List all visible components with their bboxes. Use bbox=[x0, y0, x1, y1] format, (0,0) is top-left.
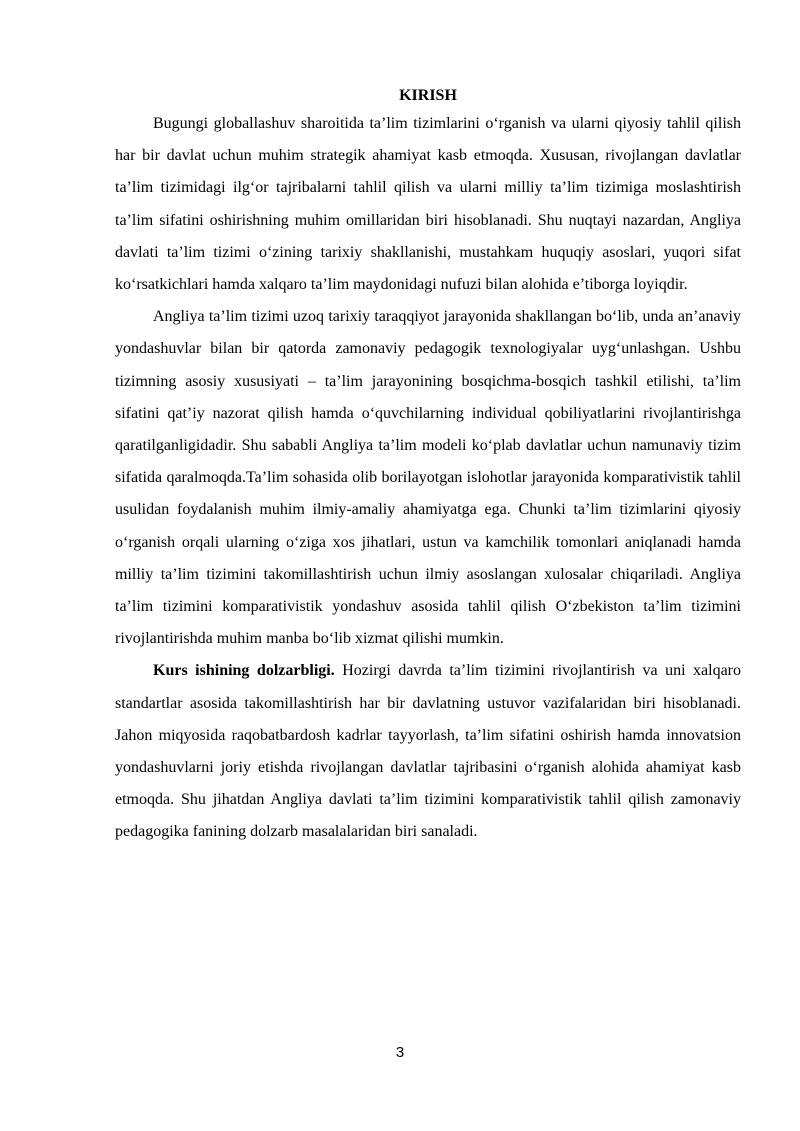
paragraph-england-system bbox=[115, 301, 741, 655]
document-page bbox=[115, 84, 741, 849]
paragraph-text: Angliya ta’lim tizimi uzoq tarixiy taraqqiyot jarayonida shakllangan bo‘lib, unda an’anaviy yondashuvlar bilan bir qatorda zamonaviy pedagogik texnologiyalar uyg‘unlashgan. Ushbu tizimning asosiy xususiyati – ta’lim jarayonining bosqichma-bosqich tashkil etilishi, ta’lim sifatini qat’iy nazorat qilish hamda o‘quvchilarning individual qobiliyatlarini rivojlantirishga qaratilganligidadir. Shu sababli Angliya ta’lim modeli ko‘plab davlatlar uchun namunaviy tizim sifatida qaralmoqda.Ta’lim sohasida olib borilayotgan islohotlar jarayonida komparativistik tahlil usulidan foydalanish muhim ilmiy-amaliy ahamiyatga ega. Chunki ta’lim tizimlarini qiyosiy o‘rganish orqali ularning o‘ziga xos jihatlari, ustun va kamchilik tomonlari aniqlanadi hamda milliy ta’lim tizimini takomillashtirish uchun ilmiy asoslangan xulosalar chiqariladi. Angliya ta’lim tizimini komparativistik yondashuv asosida tahlil qilish O‘zbekiston ta’lim tizimini rivojlantirishda muhim manba bo‘lib xizmat qilishi mumkin. bbox=[115, 308, 741, 648]
paragraph-lead: Kurs ishining dolzarbligi. bbox=[153, 662, 335, 680]
paragraph-intro bbox=[115, 108, 741, 301]
page-number: 3 bbox=[395, 1044, 405, 1061]
paragraph-text: Hozirgi davrda ta’lim tizimini rivojlantirish va uni xalqaro standartlar asosida takomillashtirish har bir davlatning ustuvor vazifalaridan biri hisoblanadi. Jahon miqyosida raqobatbardosh kadrlar tayyorlash, ta’lim sifatini oshirish hamda innovatsion yondashuvlarni joriy etishda rivojlangan davlatlar tajribasini o‘rganish alohida ahamiyat kasb etmoqda. Shu jihatdan Angliya davlati ta’lim tizimini komparativistik tahlil qilish zamonaviy pedagogika fanining dolzarb masalalaridan biri sanaladi. bbox=[115, 662, 741, 841]
paragraph-relevance bbox=[115, 655, 741, 848]
paragraph-text: Bugungi globallashuv sharoitida ta’lim tizimlarini o‘rganish va ularni qiyosiy tahlil qilish har bir davlat uchun muhim strategik ahamiyat kasb etmoqda. Xususan, rivojlangan davlatlar ta’lim tizimidagi ilg‘or tajribalarni tahlil qilish va ularni milliy ta’lim tizimiga moslashtirish ta’lim sifatini oshirishning muhim omillaridan biri hisoblanadi. Shu nuqtayi nazardan, Angliya davlati ta’lim tizimi o‘zining tarixiy shakllanishi, mustahkam huquqiy asoslari, yuqori sifat ko‘rsatkichlari hamda xalqaro ta’lim maydonidagi nufuzi bilan alohida e’tiborga loyiqdir. bbox=[115, 115, 741, 294]
section-heading: KIRISH bbox=[399, 87, 457, 104]
